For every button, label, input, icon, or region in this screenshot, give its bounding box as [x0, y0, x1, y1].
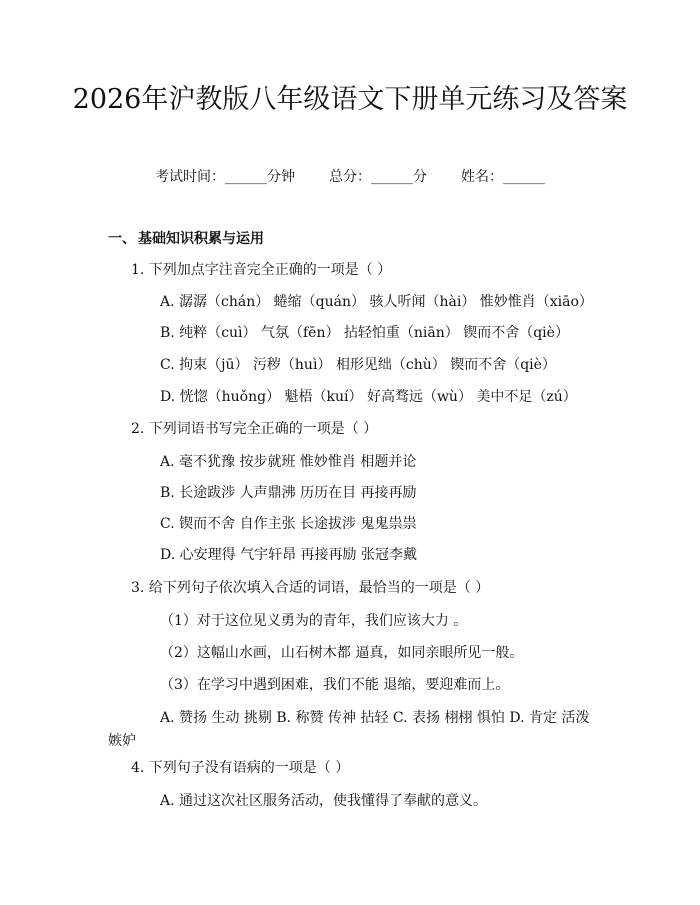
page-title: 2026年沪教版八年级语文下册单元练习及答案 — [72, 84, 628, 115]
total-score-field: 总分：______分 — [329, 169, 427, 185]
sub-sentence-3: （3）在学习中遇到困难，我们不能 退缩，要迎难而上。 — [160, 677, 510, 693]
option-c: C. 拘束（jū） 污秽（huì） 相形见绌（chù） 锲而不舍（qiè） — [160, 357, 556, 373]
answer-options: A. 赞扬 生动 挑剔 B. 称赞 传神 拈轻 C. 表扬 栩栩 惧怕 D. 肯定 活泼 嫉妒 — [108, 710, 590, 749]
option-a: A. 通过这次社区服务活动，使我懂得了奉献的意义。 — [160, 793, 488, 809]
option-d: D. 恍惚（huǒng） 魁梧（kuí） 好高骛远（wù） 美中不足（zú） — [160, 389, 577, 405]
option-a: A. 毫不犹豫 按步就班 惟妙惟肖 相题并论 — [160, 454, 417, 470]
sub-sentence-2: （2）这幅山水画，山石树木都 逼真，如同亲眼所见一般。 — [160, 645, 524, 661]
question-stem: 3. 给下列句子依次填入合适的词语，最恰当的一项是（ ） — [131, 580, 490, 596]
exam-time-field: 考试时间：______分钟 — [155, 169, 295, 185]
option-b: B. 长途跋涉 人声鼎沸 历历在目 再接再励 — [160, 485, 417, 501]
student-name-field: 姓名：______ — [461, 169, 545, 185]
option-a: A. 潺潺（chán） 蜷缩（quán） 骇人听闻（hài） 惟妙惟肖（xiāo） — [160, 294, 593, 310]
question-stem: 4. 下列句子没有语病的一项是（ ） — [131, 760, 350, 776]
option-d: D. 心安理得 气宇轩昂 再接再励 张冠李戴 — [160, 547, 417, 563]
option-c: C. 锲而不舍 自作主张 长途拔涉 鬼鬼祟祟 — [160, 516, 417, 532]
section-title: 基础知识积累与运用 — [138, 231, 264, 247]
question-stem: 1. 下列加点字注音完全正确的一项是（ ） — [131, 262, 392, 278]
sub-sentence-1: （1）对于这位见义勇为的青年，我们应该大力 。 — [160, 613, 468, 629]
section-heading — [108, 228, 264, 250]
question-stem: 2. 下列词语书写完全正确的一项是（ ） — [131, 421, 378, 437]
exam-info-row — [0, 166, 700, 188]
option-b: B. 纯粹（cuì） 气氛（fēn） 拈轻怕重（niān） 锲而不舍（qiè） — [160, 325, 569, 341]
section-number: 一、 — [108, 231, 136, 247]
